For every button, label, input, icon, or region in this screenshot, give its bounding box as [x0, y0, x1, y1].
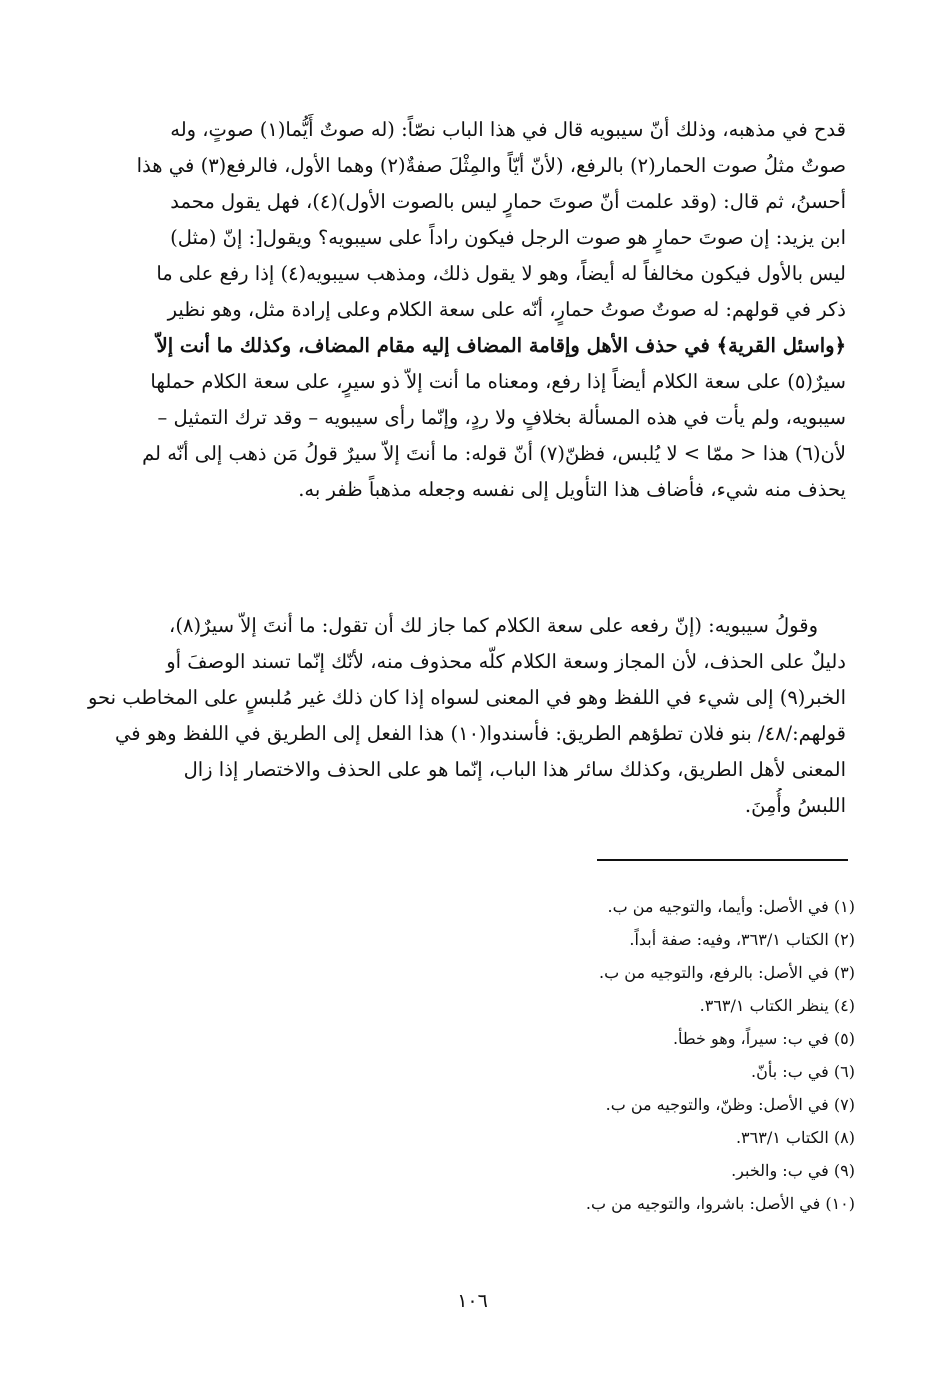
text-line: سيبويه، ولم يأت في هذه المسألة بخلافٍ ولا ردٍ، وإنّما رأى سيبويه – وقد ترك التمثيل – [157, 406, 846, 429]
footnote: (٥) في ب: سيراً، وهو خطأ. [672, 1029, 855, 1048]
footnote: (٢) الكتاب ٣٦٣/١، وفيه: صفة أبداً. [629, 930, 855, 949]
footnote: (٣) في الأصل: بالرفع، والتوجيه من ب. [599, 963, 855, 982]
text-line: الخبر(٩) إلى شيء في اللفظ وهو في المعنى لسواه إذا كان ذلك غير مُلبسٍ على المخاطب نحو [87, 686, 846, 709]
page-number: ١٠٦ [457, 1290, 488, 1312]
footnotes [335, 890, 855, 1220]
text-line: ليس بالأول فيكون مخالفاً له أيضاً، وهو لا يقول ذلك، ومذهب سيبويه(٤) إذا رفع على ما [156, 262, 846, 285]
text-line: وقولُ سيبويه: (إنّ رفعه على سعة الكلام كما جاز لك أن تقول: ما أنتَ إلاّ سيرٌ(٨)، [169, 614, 818, 637]
text-line: ابن يزيد: إن صوتَ حمارٍ هو صوت الرجل فيكون راداً على سيبويه؟ ويقول[: إنّ (مثل) [170, 226, 846, 249]
footnote: (٨) الكتاب ٣٦٣/١. [735, 1128, 855, 1147]
text-line: يحذف منه شيء، فأضاف هذا التأويل إلى نفسه وجعله مذهباً ظفر به. [298, 478, 846, 501]
footnote: (١٠) في الأصل: باشروا، والتوجيه من ب. [585, 1194, 855, 1213]
footnote: (٩) في ب: والخبر. [731, 1161, 855, 1180]
text-line: ﴿واسئل القرية﴾ في حذف الأهل وإقامة المضاف إليه مقام المضاف، وكذلك ما أنت إلاّ [156, 334, 846, 357]
text-line: ذكر في قولهم: له صوتٌ صوتُ حمارٍ، أنّه على سعة الكلام وعلى إرادة مثل، وهو نظير [167, 298, 846, 321]
footnote: (٤) ينظر الكتاب ٣٦٣/١. [699, 996, 855, 1015]
text-line: قدح في مذهبه، وذلك أنّ سيبويه قال في هذا الباب نصّاً: (له صوتٌ أَيُّما(١) صوتٍ، وله [170, 118, 846, 141]
footnote: (٦) في ب: بأنّ. [751, 1062, 855, 1081]
main-paragraph-1 [78, 112, 846, 508]
footnote: (٧) في الأصل: وظنّ، والتوجيه من ب. [605, 1095, 855, 1114]
text-line: دليلٌ على الحذف، لأن المجاز وسعة الكلام كلّه محذوف منه، لأنّك إنّما تسند الوصفَ أو [166, 650, 846, 673]
footnote: (١) في الأصل: وأيما، والتوجيه من ب. [607, 897, 855, 916]
main-paragraph-2 [78, 608, 846, 824]
text-line: المعنى لأهل الطريق، وكذلك سائر هذا الباب، إنّما هو على الحذف والاختصار إذا زال [183, 758, 846, 781]
footnote-separator [597, 859, 848, 861]
text-line: اللبسُ وأُمِنَ. [744, 794, 846, 817]
text-line: سيرٌ(٥) على سعة الكلام أيضاً إذا رفع، ومعناه ما أنت إلاّ ذو سيرٍ، على سعة الكلام حملها [150, 370, 846, 393]
text-line: لأن(٦) هذا < ممّا > لا يُلبس، فظنّ(٧) أنّ قوله: ما أنتَ إلاّ سيرٌ قولُ مَن ذهب إلى أنّه لم [142, 442, 846, 465]
text-line: قولهم:/٤٨/ بنو فلان تطؤهم الطريق: فأسندوا(١٠) هذا الفعل إلى الطريق في اللفظ وهو في [115, 722, 846, 745]
text-line: صوتٌ مثلُ صوت الحمار(٢) بالرفع، (لأنّ أيّاً والمِثْلَ صفةٌ(٢) وهما الأول، فالرفع(٣) في هذا [136, 154, 846, 177]
text-line: أحسنُ، ثم قال: (وقد علمت أنّ صوتَ حمارٍ ليس بالصوت الأول)(٤)، فهل يقول محمد [170, 190, 846, 213]
